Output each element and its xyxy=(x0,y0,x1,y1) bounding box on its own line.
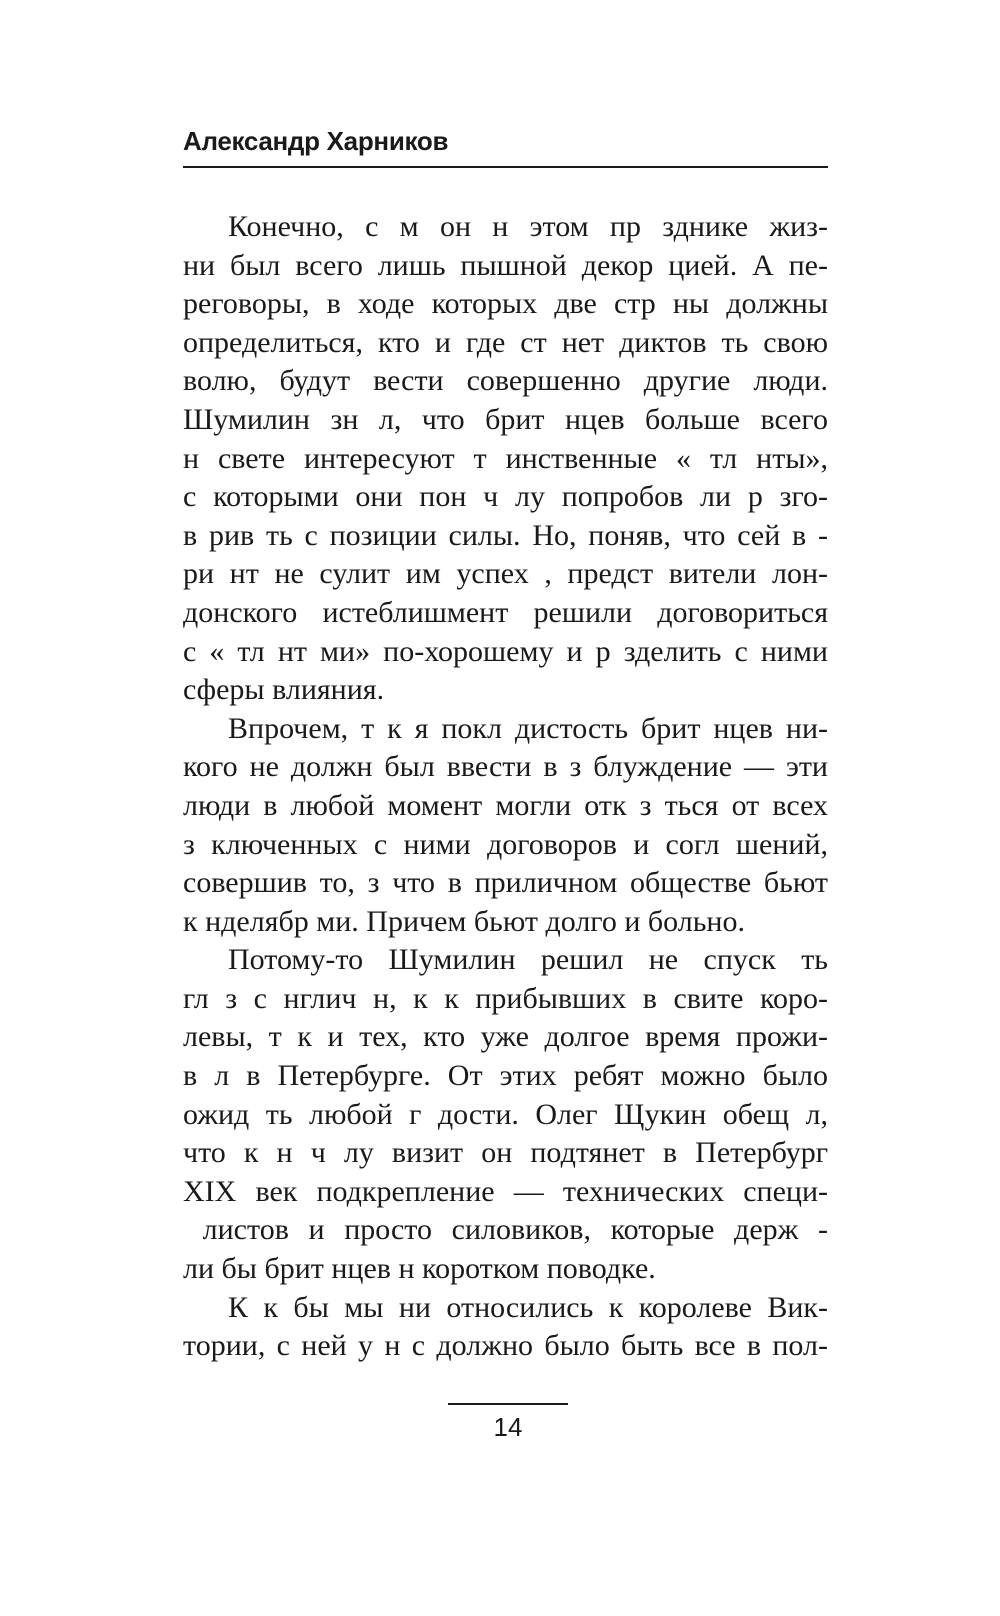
text-line: определиться, кто и где ст нет диктов ть свою xyxy=(183,325,828,359)
text-line: сферы влияния. xyxy=(183,673,385,707)
text-line: что к н ч лу визит он подтянет в Петербург xyxy=(183,1136,828,1170)
footer-rule xyxy=(448,1403,568,1405)
text-line: н свете интересуют т инственные « тл нты», xyxy=(183,441,828,475)
text-line: в рив ть с позиции силы. Но, поняв, что сей в - xyxy=(183,518,828,552)
page-number: 14 xyxy=(493,1412,523,1442)
text-line: кого не должн был ввести в з блуждение — эти xyxy=(183,750,828,784)
text-line: ни был всего лишь пышной декор цией. А пе- xyxy=(183,248,828,282)
text-line: с которыми они пон ч лу попробов ли р зго- xyxy=(183,480,828,514)
text-line: Впрочем, т к я покл дистость брит нцев ни- xyxy=(228,711,828,745)
text-line: совершив то, з что в приличном обществе бьют xyxy=(183,866,828,900)
body-text xyxy=(183,208,828,1366)
text-line: XIX век подкрепление — технических специ- xyxy=(183,1174,828,1208)
text-line: ли бы брит нцев н коротком поводке. xyxy=(183,1252,656,1286)
paragraph xyxy=(183,941,828,1288)
text-line: з ключенных с ними договоров и согл шений, xyxy=(183,827,828,861)
text-line: гл з с нглич н, к к прибывших в свите коро- xyxy=(183,981,828,1015)
text-line: ри нт не сулит им успех , предст вители лон- xyxy=(183,557,828,591)
text-line: левы, т к и тех, кто уже долгое время прожи- xyxy=(183,1020,828,1054)
text-line: люди в любой момент могли отк з ться от всех xyxy=(183,788,828,822)
text-line: волю, будут вести совершенно другие люди. xyxy=(183,364,828,398)
text-line: в л в Петербурге. От этих ребят можно было xyxy=(183,1059,828,1093)
text-line: листов и просто силовиков, которые держ - xyxy=(183,1213,828,1247)
header-rule xyxy=(183,166,828,168)
paragraph xyxy=(183,710,828,942)
text-line: Конечно, с м он н этом пр зднике жиз- xyxy=(228,210,828,243)
text-line: к нделябр ми. Причем бьют долго и больно. xyxy=(183,904,745,938)
text-line: тории, с ней у н с должно было быть все в пол- xyxy=(183,1329,828,1363)
text-line: ожид ть любой г дости. Олег Щукин обещ л, xyxy=(183,1097,828,1131)
text-line: К к бы мы ни относились к королеве Вик- xyxy=(228,1290,828,1324)
running-head-author: Александр Харников xyxy=(183,126,449,156)
text-line: реговоры, в ходе которых две стр ны должны xyxy=(183,287,828,321)
text-line: донского истеблишмент решили договориться xyxy=(183,595,828,629)
text-line: Шумилин зн л, что брит нцев больше всего xyxy=(183,402,828,436)
text-line: Потому-то Шумилин решил не спуск ть xyxy=(228,943,828,977)
paragraph xyxy=(183,208,828,710)
text-line: с « тл нт ми» по-хорошему и р зделить с ними xyxy=(183,634,828,668)
paragraph xyxy=(183,1289,828,1366)
